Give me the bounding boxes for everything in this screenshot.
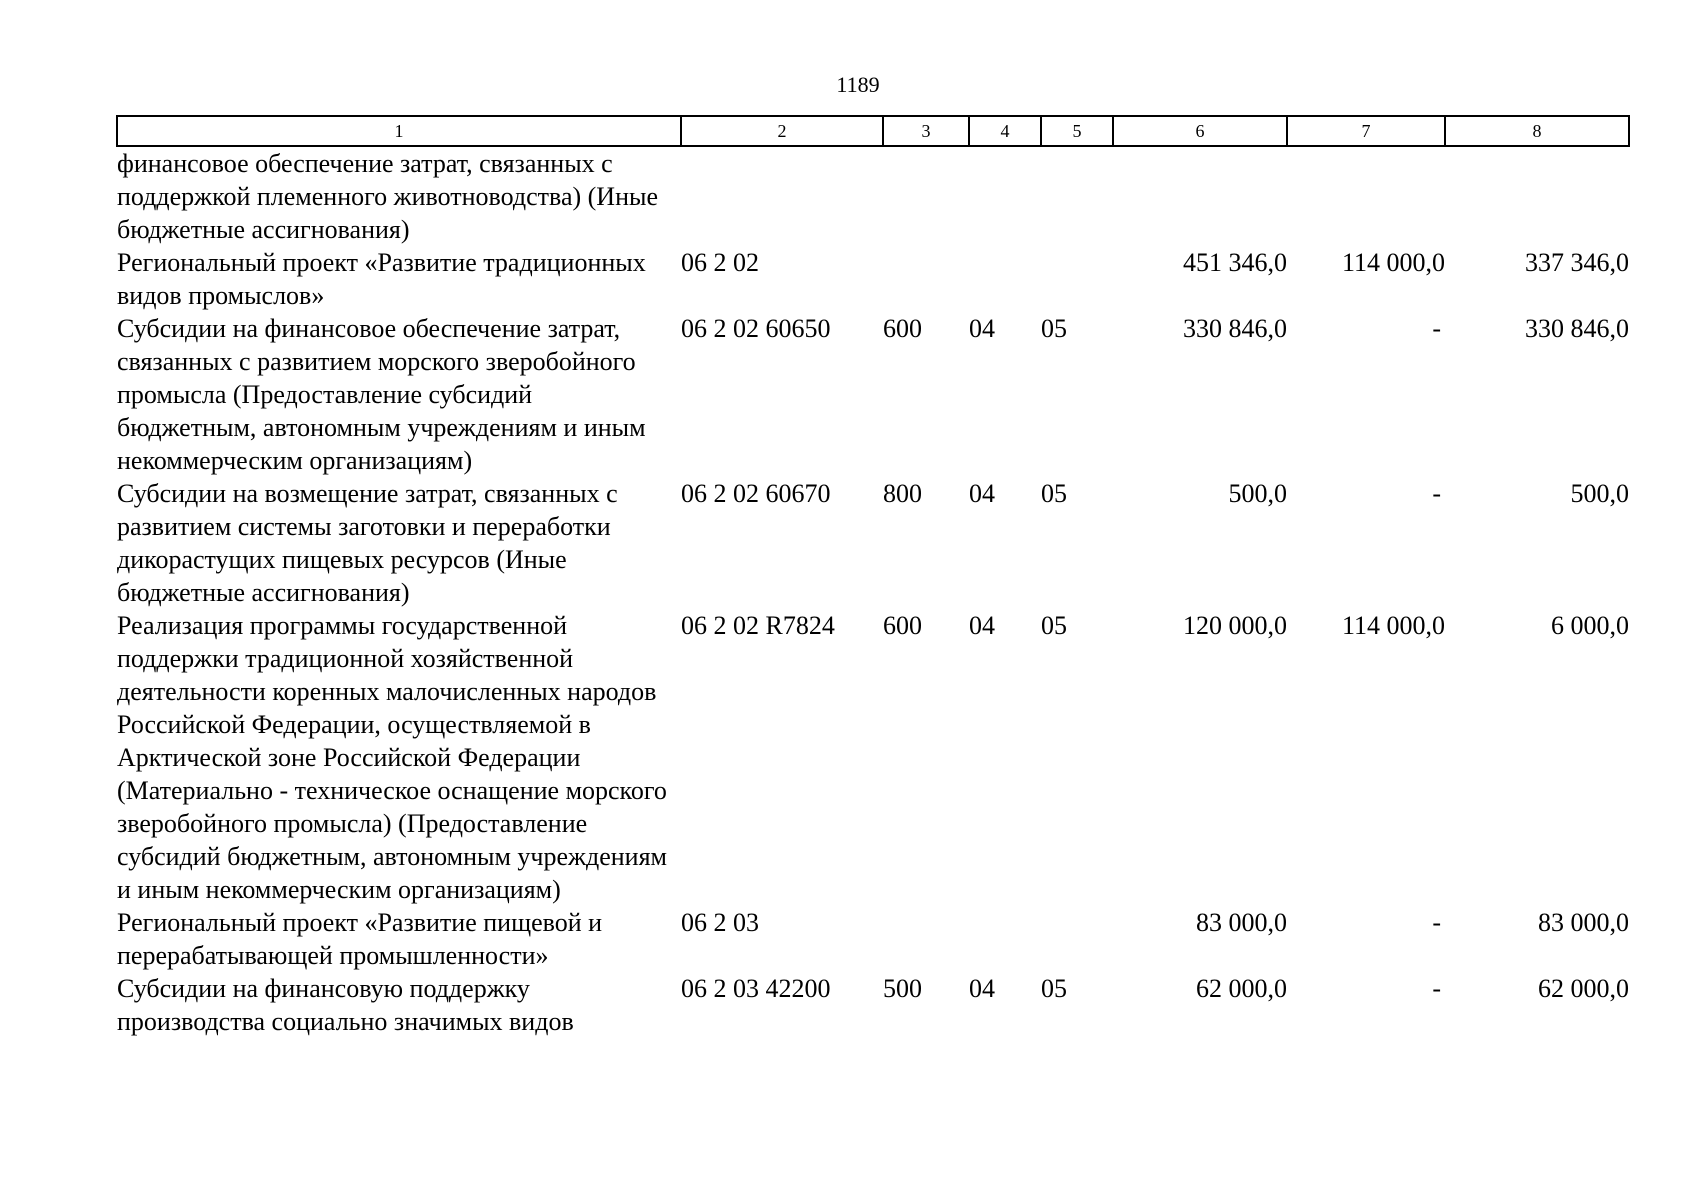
row-regional: 83 000,0: [1538, 908, 1629, 937]
row-rz: [969, 246, 1041, 312]
column-header-2: 2: [681, 116, 883, 146]
row-pr: [1041, 146, 1113, 246]
table-row: [117, 477, 1629, 609]
row-federal: -: [1432, 908, 1441, 937]
row-vr: [883, 146, 969, 246]
row-rz: 04: [969, 611, 995, 640]
row-code: 06 2 02 R7824: [681, 611, 835, 640]
column-header-4: 4: [969, 116, 1041, 146]
row-code: 06 2 02: [681, 248, 759, 277]
row-federal: 114 000,0: [1341, 611, 1445, 640]
table-row: [117, 906, 1629, 972]
row-pr: 05: [1041, 611, 1067, 640]
row-regional: [1445, 146, 1629, 246]
row-name: Субсидии на финансовую поддержку производства социально значимых видов: [117, 974, 574, 1036]
row-vr: 600: [883, 611, 922, 640]
row-code: 06 2 02 60670: [681, 479, 831, 508]
row-total: [1113, 146, 1287, 246]
row-code: 06 2 03 42200: [681, 974, 831, 1003]
column-header-3: 3: [883, 116, 969, 146]
row-total: 62 000,0: [1196, 974, 1287, 1003]
table-row: [117, 146, 1629, 246]
row-code: 06 2 02 60650: [681, 314, 831, 343]
column-header-6: 6: [1113, 116, 1287, 146]
row-pr: 05: [1041, 314, 1067, 343]
row-federal: -: [1432, 314, 1441, 343]
table-row: [117, 246, 1629, 312]
row-federal: [1287, 146, 1445, 246]
row-total: 120 000,0: [1183, 611, 1287, 640]
row-pr: [1041, 906, 1113, 972]
row-regional: 330 846,0: [1525, 314, 1629, 343]
row-federal: -: [1432, 974, 1441, 1003]
row-name: Субсидии на возмещение затрат, связанных с развитием системы заготовки и переработки дикорастущих пищевых ресурсов (Иные бюджетные ассигнования): [117, 479, 618, 607]
column-header-7: 7: [1287, 116, 1445, 146]
row-total: 500,0: [1228, 479, 1287, 508]
row-total: 83 000,0: [1196, 908, 1287, 937]
row-pr: 05: [1041, 974, 1067, 1003]
row-vr: [883, 906, 969, 972]
table-row: [117, 312, 1629, 477]
row-regional: 62 000,0: [1538, 974, 1629, 1003]
table-row: [117, 609, 1629, 906]
row-name: Субсидии на финансовое обеспечение затрат, связанных с развитием морского зверобойного промысла (Предоставление субсидий бюджетным, автономным учреждениям и иным некоммерческим организациям): [117, 314, 646, 475]
column-header-8: 8: [1445, 116, 1629, 146]
table-header: [117, 116, 1629, 146]
row-vr: 800: [883, 479, 922, 508]
row-name: Региональный проект «Развитие традиционных видов промыслов»: [117, 248, 646, 310]
row-rz: [969, 906, 1041, 972]
row-federal: -: [1432, 479, 1441, 508]
row-regional: 337 346,0: [1525, 248, 1629, 277]
row-vr: [883, 246, 969, 312]
table-row: [117, 972, 1629, 1038]
row-code: [681, 146, 883, 246]
budget-table: [116, 115, 1630, 1038]
row-vr: 600: [883, 314, 922, 343]
row-vr: 500: [883, 974, 922, 1003]
row-federal: 114 000,0: [1341, 248, 1445, 277]
row-total: 330 846,0: [1183, 314, 1287, 343]
row-total: 451 346,0: [1183, 248, 1287, 277]
row-code: 06 2 03: [681, 908, 759, 937]
row-rz: 04: [969, 974, 995, 1003]
page-number: 1189: [836, 72, 880, 97]
row-rz: 04: [969, 314, 995, 343]
row-pr: 05: [1041, 479, 1067, 508]
row-rz: [969, 146, 1041, 246]
row-name: финансовое обеспечение затрат, связанных с поддержкой племенного животноводства) (Иные бюджетные ассигнования): [117, 149, 658, 244]
row-rz: 04: [969, 479, 995, 508]
column-header-1: 1: [117, 116, 681, 146]
row-name: Региональный проект «Развитие пищевой и перерабатывающей промышленности»: [117, 908, 603, 970]
row-regional: 500,0: [1570, 479, 1629, 508]
row-name: Реализация программы государственной поддержки традиционной хозяйственной деятельности коренных малочисленных народов Российской Федерации, осуществляемой в Арктической зоне Российской Федерации (Материально - техническое оснащение морского зверобойного промысла) (Предоставление субсидий бюджетным, автономным учреждениям и иным некоммерческим организациям): [117, 611, 667, 904]
table-body: [117, 146, 1629, 1038]
row-pr: [1041, 246, 1113, 312]
row-regional: 6 000,0: [1551, 611, 1629, 640]
column-header-5: 5: [1041, 116, 1113, 146]
